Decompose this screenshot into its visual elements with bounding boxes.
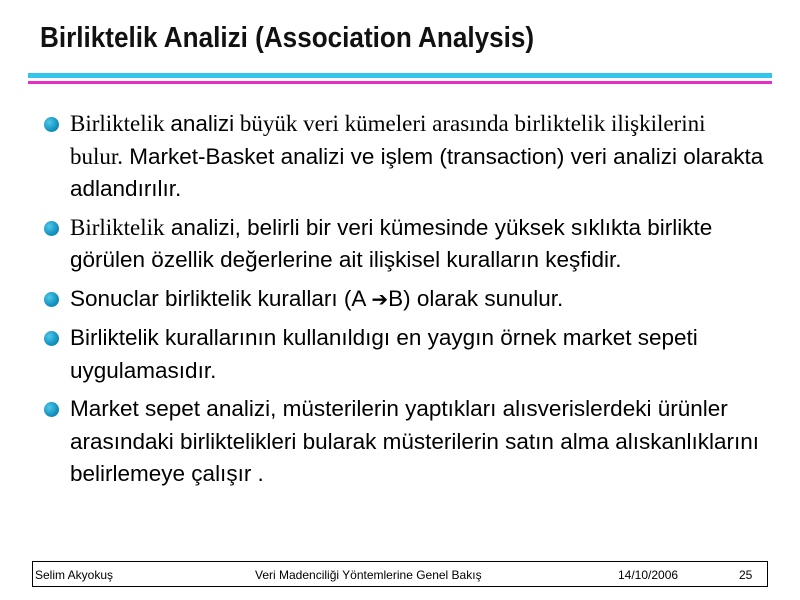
bullet-item — [44, 322, 764, 387]
bullet-text: analizi, belirli bir veri kümesinde yüksek sıklıkta birlikte görülen özellik değerlerine ait ilişkisel kuralların keşfidir. — [70, 214, 713, 272]
bullet-point-icon — [44, 221, 59, 236]
title-rule-cyan — [28, 73, 772, 78]
bullet-text: Birliktelik — [70, 111, 171, 136]
bullet-list — [44, 108, 764, 497]
bullet-point-icon — [44, 402, 59, 417]
footer-subject: Veri Madenciliği Yöntemlerine Genel Bakış — [255, 568, 482, 582]
footer-author: Selim Akyokuş — [35, 568, 114, 582]
bullet-text: Sonuclar birliktelik kuralları (A — [70, 285, 372, 311]
bullet-item — [44, 212, 764, 277]
bullet-text: Birliktelik — [70, 214, 165, 240]
footer-page-number: 25 — [739, 568, 753, 582]
bullet-text: büyük veri kümeleri arasında birliktelik ilişkilerini bulur. — [70, 111, 706, 169]
bullet-point-icon — [44, 292, 59, 307]
bullet-text: analizi — [170, 111, 235, 136]
bullet-text: B) olarak sunulur. — [388, 285, 564, 311]
slide-footer — [32, 561, 768, 587]
bullet-item — [44, 393, 764, 491]
footer-date: 14/10/2006 — [618, 568, 679, 582]
bullet-item — [44, 108, 764, 206]
bullet-point-icon — [44, 331, 59, 346]
slide-title: Birliktelik Analizi (Association Analysis) — [40, 22, 535, 54]
title-rule-magenta — [28, 81, 772, 84]
bullet-point-icon — [44, 117, 59, 132]
bullet-text: Birliktelik kurallarının kullanıldıgı en yaygın örnek market sepeti uygulamasıdır. — [70, 325, 698, 383]
bullet-text: Market-Basket analizi ve işlem (transaction) veri analizi olarakta adlandırılır. — [70, 143, 764, 201]
arrow-icon: ➔ — [371, 288, 389, 311]
bullet-item — [44, 283, 764, 317]
bullet-text: Market sepet analizi, müsterilerin yaptıkları alısverislerdeki ürünler arasındaki birliktelikleri bularak müsterilerin satın alma alıskanlıklarını belirlemeye çalışır . — [70, 396, 760, 486]
